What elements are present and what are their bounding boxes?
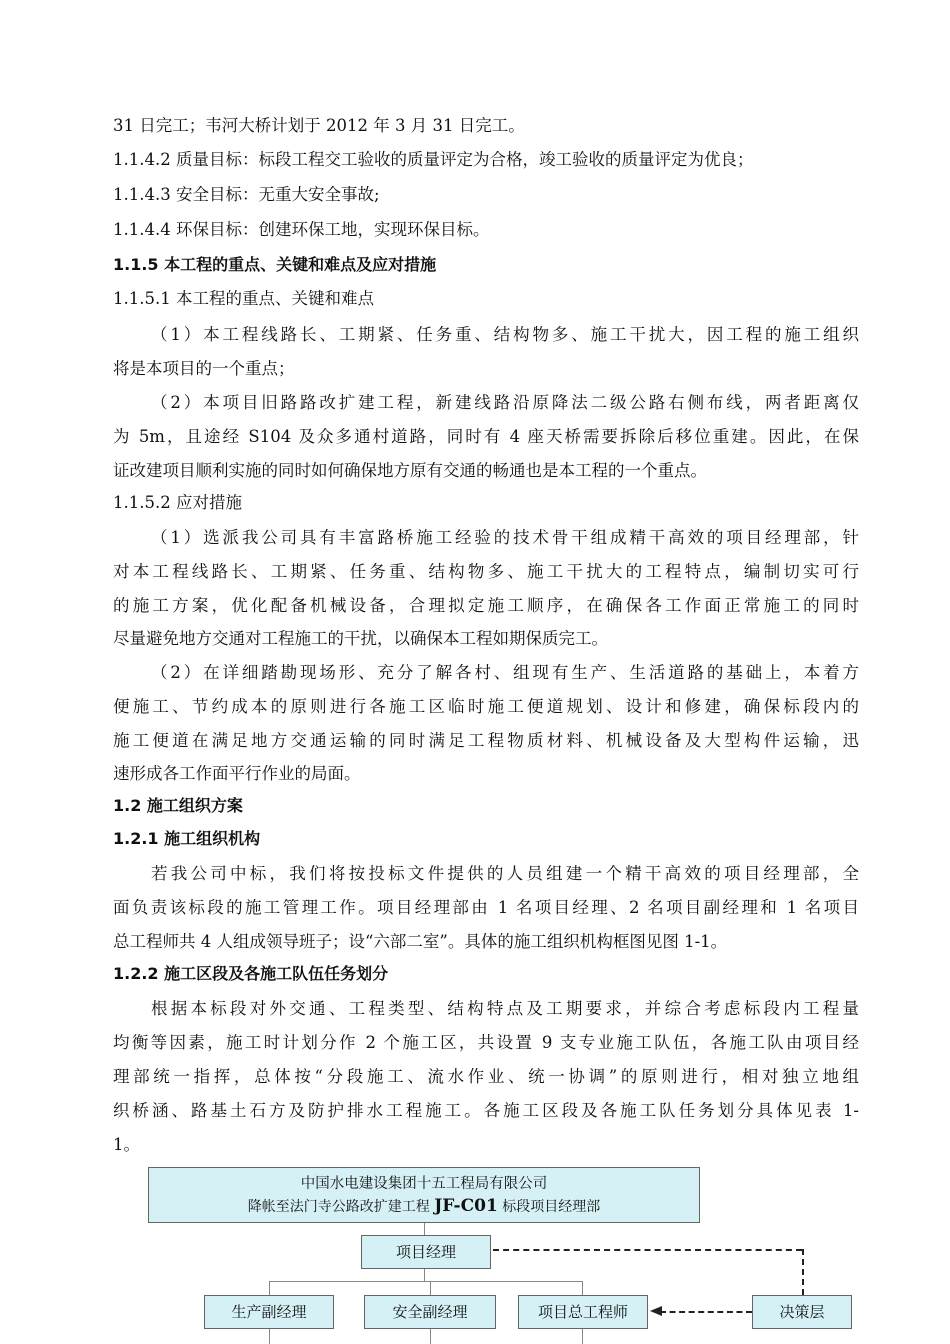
- section-heading: 1.2.2 施工区段及各施工队伍任务划分: [113, 964, 389, 983]
- paragraph-line: （1）本工程线路长、工期紧、任务重、结构物多、施工干扰大，因工程的施工组织: [151, 325, 859, 344]
- project-manager-box: 项目经理: [361, 1235, 491, 1269]
- project-name-prefix: 降帐至法门寺公路改扩建工程: [247, 1199, 435, 1215]
- paragraph-line: 证改建项目顺利实施的同时如何确保地方原有交通的畅通也是本工程的一个重点。: [113, 461, 707, 480]
- project-name-suffix: 标段项目经理部: [497, 1199, 601, 1215]
- paragraph-line: 便施工、节约成本的原则进行各施工区临时施工便道规划、设计和修建，确保标段内的: [113, 697, 859, 716]
- connector-line: [424, 1269, 425, 1281]
- deputy-production-box: 生产副经理: [204, 1295, 334, 1329]
- dashed-connector: [660, 1311, 752, 1313]
- section-heading: 1.2 施工组织方案: [113, 796, 243, 815]
- paragraph-line: 根据本标段对外交通、工程类型、结构特点及工期要求，并综合考虑标段内工程量: [151, 999, 859, 1018]
- company-name: 中国水电建设集团十五工程局有限公司: [300, 1176, 548, 1192]
- section-heading: 1.1.5 本工程的重点、关键和难点及应对措施: [113, 255, 437, 274]
- paragraph-line: 施工便道在满足地方交通运输的同时满足工程物质材料、机械设备及大型构件运输，迅: [113, 731, 859, 750]
- connector-line: [582, 1329, 583, 1344]
- paragraph-line: 将是本项目的一个重点；: [113, 359, 295, 378]
- paragraph-line: （2）本项目旧路路改扩建工程，新建线路沿原降法二级公路右侧布线，两者距离仅: [151, 393, 859, 412]
- paragraph-line: 若我公司中标，我们将按投标文件提供的人员组建一个精干高效的项目经理部，全: [151, 864, 859, 883]
- connector-line: [430, 1281, 431, 1295]
- subsection-heading: 1.1.5.2 应对措施: [113, 493, 242, 512]
- paragraph-line: （1）选派我公司具有丰富路桥施工经验的技术骨干组成精干高效的项目经理部，针: [151, 528, 859, 547]
- deputy-safety-box: 安全副经理: [364, 1295, 496, 1329]
- dashed-connector: [802, 1249, 804, 1295]
- paragraph-line: 面负责该标段的施工管理工作。项目经理部由 1 名项目经理、2 名项目副经理和 1 名项目: [113, 898, 859, 917]
- paragraph-line: 1。: [113, 1135, 140, 1154]
- decision-layer-box: 决策层: [752, 1295, 852, 1329]
- paragraph-line: （2）在详细踏勘现场形、充分了解各村、组现有生产、生活道路的基础上，本着方: [151, 663, 859, 682]
- connector-line: [582, 1281, 583, 1295]
- connector-line: [269, 1281, 270, 1295]
- connector-line: [430, 1329, 431, 1344]
- paragraph-line: 1.1.4.3 安全目标：无重大安全事故;: [113, 185, 380, 204]
- paragraph-line: 均衡等因素，施工时计划分作 2 个施工区，共设置 9 支专业施工队伍，各施工队由项目经: [113, 1033, 859, 1052]
- paragraph-line: 织桥涵、路基土石方及防护排水工程施工。各施工区段及各施工队任务划分具体见表 1-: [113, 1101, 859, 1120]
- dashed-connector: [493, 1249, 802, 1251]
- subsection-heading: 1.1.5.1 本工程的重点、关键和难点: [113, 289, 374, 308]
- org-chart-header-box: [148, 1167, 700, 1223]
- paragraph-line: 尽量避免地方交通对工程施工的干扰，以确保本工程如期保质完工。: [113, 629, 608, 648]
- paragraph-line: 1.1.4.4 环保目标：创建环保工地，实现环保目标。: [113, 220, 490, 239]
- connector-line: [269, 1329, 270, 1344]
- paragraph-line: 速形成各工作面平行作业的局面。: [113, 764, 361, 783]
- paragraph-line: 为 5m，且途经 S104 及众多通村道路，同时有 4 座天桥需要拆除后移位重建。因此，在保: [113, 427, 859, 446]
- connector-line: [269, 1281, 582, 1282]
- arrowhead-icon: [650, 1305, 662, 1317]
- chief-engineer-box: 项目总工程师: [518, 1295, 648, 1329]
- paragraph-line: 31 日完工；韦河大桥计划于 2012 年 3 月 31 日完工。: [113, 116, 525, 135]
- connector-line: [424, 1223, 425, 1235]
- paragraph-line: 总工程师共 4 人组成领导班子；设“六部二室”。具体的施工组织机构框图见图 1-1。: [113, 932, 728, 951]
- section-heading: 1.2.1 施工组织机构: [113, 829, 261, 848]
- paragraph-line: 理部统一指挥，总体按“分段施工、流水作业、统一协调”的原则进行，相对独立地组: [113, 1067, 859, 1086]
- paragraph-line: 1.1.4.2 质量目标：标段工程交工验收的质量评定为合格，竣工验收的质量评定为优良；: [113, 150, 754, 169]
- paragraph-line: 对本工程线路长、工期紧、任务重、结构物多、施工干扰大的工程特点，编制切实可行: [113, 562, 859, 581]
- project-code: JF-C01: [434, 1196, 498, 1216]
- paragraph-line: 的施工方案，优化配备机械设备，合理拟定施工顺序，在确保各工作面正常施工的同时: [113, 596, 859, 615]
- project-name: [149, 1195, 699, 1218]
